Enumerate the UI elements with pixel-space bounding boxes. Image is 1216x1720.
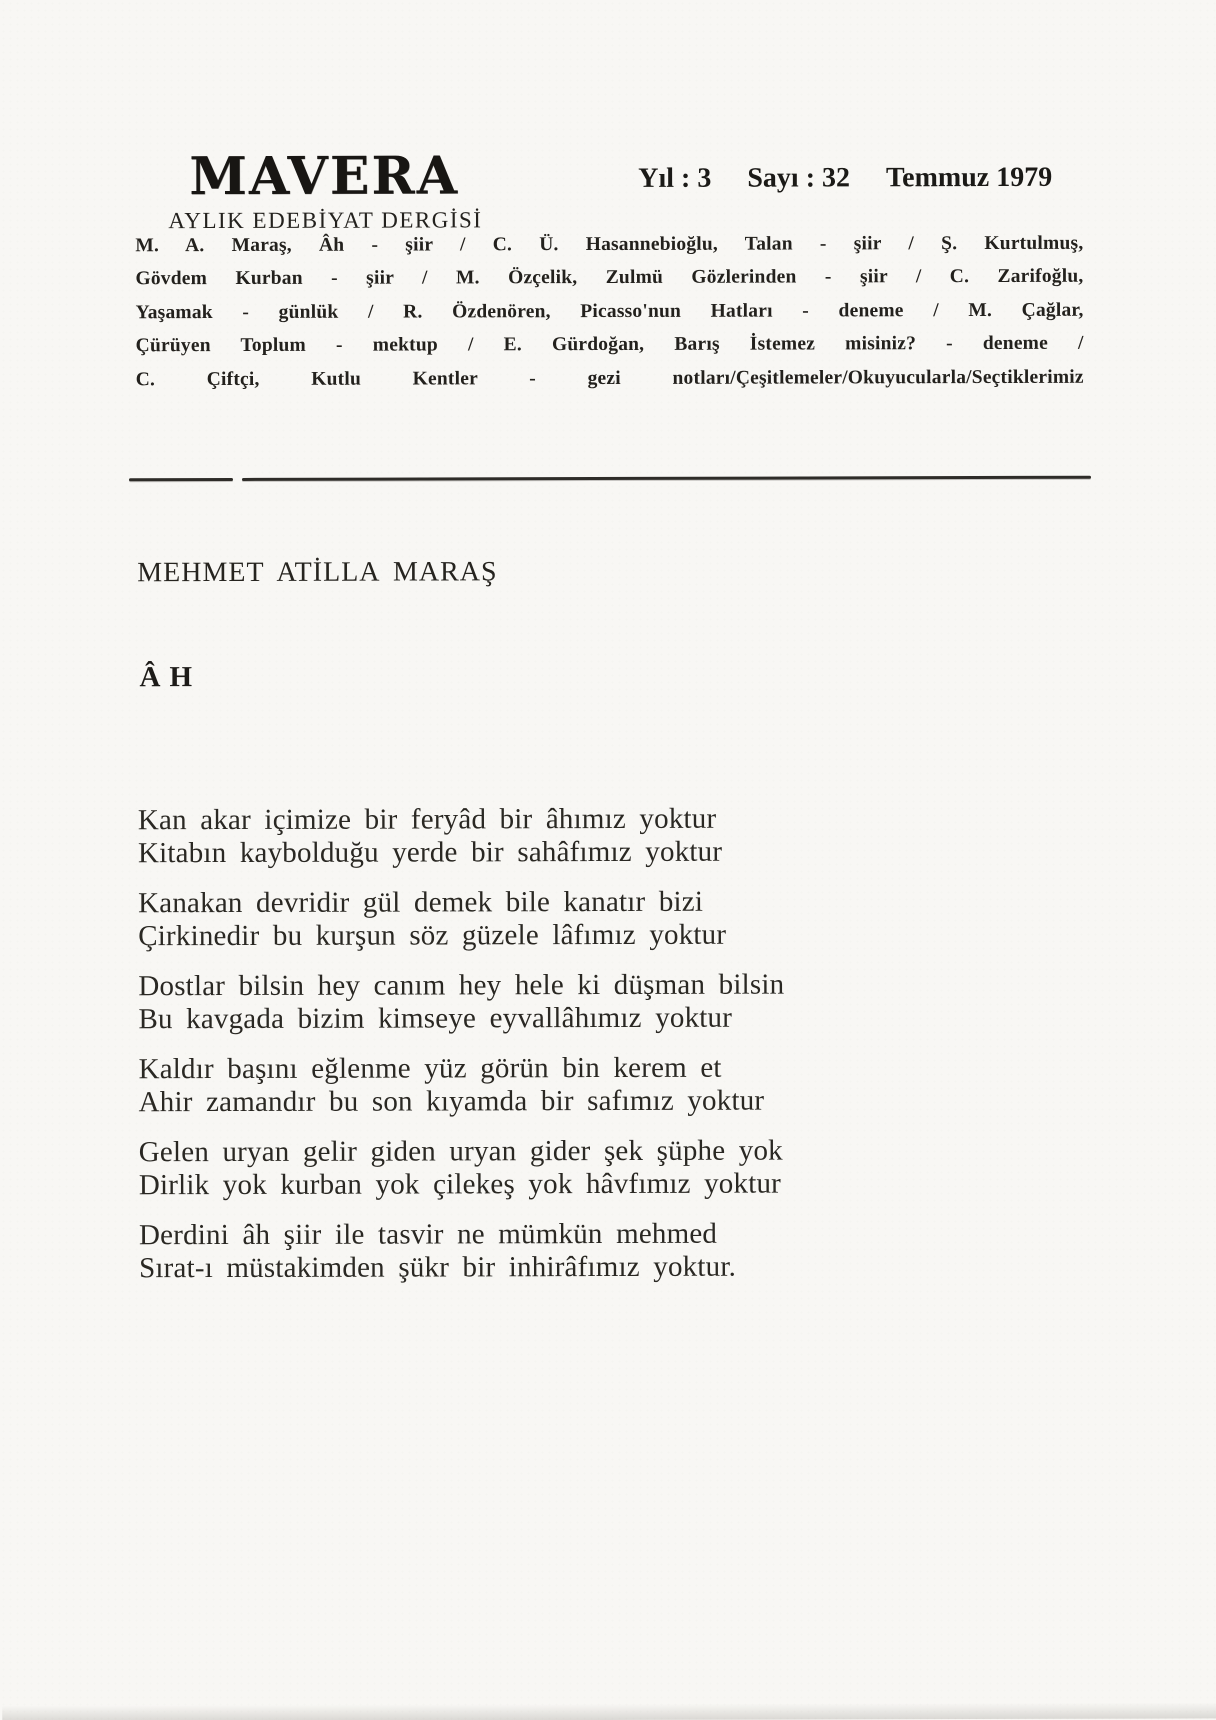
poem-line: Gelen uryan gelir giden uryan gider şek şüphe yok xyxy=(138,1134,783,1169)
poem-line: Bu kavgada bizim kimseye eyvallâhımız yoktur xyxy=(138,1001,733,1036)
issue-date: Temmuz 1979 xyxy=(885,161,1053,194)
toc-line: Gövdem Kurban - şiir / M. Özçelik, Zulmü Gözlerinden - şiir / C. Zarifoğlu, xyxy=(135,266,1084,290)
section-divider xyxy=(129,476,1091,482)
table-of-contents xyxy=(135,227,1083,397)
poem-body xyxy=(138,803,785,1303)
issue-info xyxy=(638,162,1052,195)
toc-line: M. A. Maraş, Âh - şiir / C. Ü. Hasannebioğlu, Talan - şiir / Ş. Kurtulmuş, xyxy=(135,232,1084,257)
poem-stanza xyxy=(139,1052,785,1120)
toc-line: Yaşamak - günlük / R. Özdenören, Picasso'nun Hatları - deneme / M. Çağlar, xyxy=(135,299,1084,324)
masthead-brand-block xyxy=(168,145,483,234)
issue-year: Yıl : 3 xyxy=(638,162,712,194)
poem-line: Ahir zamandır bu son kıyamda bir safımız yoktur xyxy=(138,1084,765,1119)
poem-line: Derdini âh şiir ile tasvir ne mümkün mehmed xyxy=(138,1217,718,1252)
poem-line: Dostlar bilsin hey canım hey hele ki düşman bilsin xyxy=(138,968,785,1003)
poem-stanza xyxy=(138,803,784,871)
poem-stanza xyxy=(139,1135,785,1203)
poem-line: Kan akar içimize bir feryâd bir âhımız yoktur xyxy=(137,802,717,837)
poem-line: Sırat-ı müstakimden şükr bir inhirâfımız yoktur. xyxy=(139,1250,737,1285)
poem-stanza xyxy=(138,886,784,954)
magazine-title: MAVERA xyxy=(189,145,460,208)
poem-stanza xyxy=(139,1218,785,1286)
poem-line: Kitabın kaybolduğu yerde bir sahâfımız yoktur xyxy=(137,835,723,870)
poem-author: MEHMET ATİLLA MARAŞ xyxy=(137,556,498,589)
divider-segment xyxy=(129,478,233,481)
scan-shadow xyxy=(2,1702,1216,1720)
poem-stanza xyxy=(138,969,784,1037)
toc-line: Çürüyen Toplum - mektup / E. Gürdoğan, Barış İstemez misiniz? - deneme / xyxy=(135,332,1084,357)
toc-line: C. Çiftçi, Kutlu Kentler - gezi notları/Çeşitlemeler/Okuyucularla/Seçtiklerimiz xyxy=(135,366,1084,390)
divider-segment xyxy=(242,476,1091,481)
poem-line: Dirlik yok kurban yok çilekeş yok hâvfımız yoktur xyxy=(138,1167,782,1202)
poem-line: Kanakan devridir gül demek bile kanatır bizi xyxy=(138,885,704,920)
poem-line: Kaldır başını eğlenme yüz görün bin kerem et xyxy=(138,1051,722,1086)
poem-title: ÂH xyxy=(139,661,202,694)
magazine-subtitle: AYLIK EDEBİYAT DERGİSİ xyxy=(168,207,483,234)
poem-line: Çirkinedir bu kurşun söz güzele lâfımız yoktur xyxy=(138,918,727,953)
issue-number: Sayı : 32 xyxy=(747,162,851,194)
